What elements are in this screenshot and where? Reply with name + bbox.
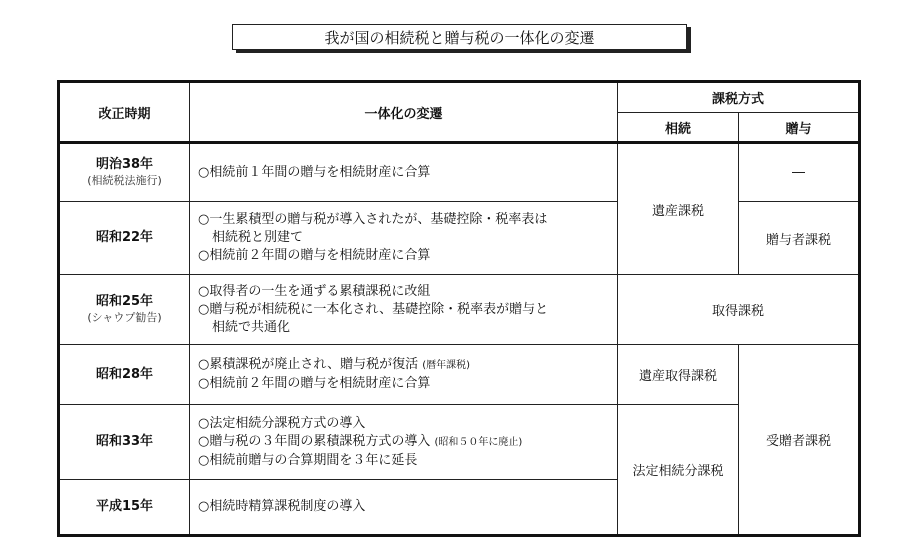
- tax-isan-shutoku: 遺産取得課税: [618, 345, 739, 405]
- change-line: [198, 356, 609, 375]
- tax-isan: 遺産課税: [618, 143, 739, 275]
- changes-cell: [190, 405, 618, 480]
- history-table: [57, 80, 861, 537]
- era-name: 昭和28年: [95, 366, 154, 382]
- header-period: 改正時期: [59, 82, 190, 143]
- era-cell: [59, 480, 190, 536]
- era-cell: [59, 275, 190, 345]
- era-cell: [59, 345, 190, 405]
- era-cell: [59, 202, 190, 275]
- era-name: 明治38年: [95, 156, 154, 172]
- change-line: ○相続前２年間の贈与を相続財産に合算: [198, 376, 431, 391]
- era-name: 平成15年: [95, 499, 154, 514]
- era-cell: [59, 143, 190, 202]
- change-text: ○贈与税の３年間の累積課税方式の導入: [198, 433, 431, 449]
- change-line: ○相続時精算課税制度の導入: [198, 499, 366, 514]
- header-taxation-method: 課税方式: [618, 82, 860, 113]
- change-text: ○累積課税が廃止され、贈与税が復活: [198, 357, 419, 372]
- changes-cell: [190, 143, 618, 202]
- change-line: ○取得者の一生を通ずる累積課税に改組: [198, 283, 431, 299]
- table-row: [59, 143, 860, 202]
- change-line: 相続税と別建て: [212, 230, 304, 245]
- change-line: [198, 433, 609, 452]
- era-name: 昭和33年: [95, 434, 154, 449]
- change-line: ○相続前贈与の合算期間を３年に延長: [198, 452, 418, 468]
- title-text: 我が国の相続税と贈与税の一体化の変遷: [324, 28, 595, 47]
- change-line: ○贈与税が相続税に一本化され、基礎控除・税率表が贈与と: [198, 301, 549, 317]
- changes-cell: [190, 345, 618, 405]
- tax-zoyosha: 贈与者課税: [739, 202, 860, 275]
- change-line: ○相続前２年間の贈与を相続財産に合算: [198, 248, 431, 263]
- era-cell: [59, 405, 190, 480]
- change-note: (昭和５０年に廃止): [434, 436, 523, 448]
- table-row: [59, 275, 860, 345]
- change-line: 相続で共通化: [212, 319, 291, 335]
- tax-juzosha: 受贈者課税: [739, 345, 860, 536]
- changes-cell: [190, 275, 618, 345]
- header-changes: 一体化の変遷: [190, 82, 618, 143]
- table-row: [59, 345, 860, 405]
- era-name: 昭和22年: [95, 230, 154, 245]
- changes-cell: [190, 480, 618, 536]
- tax-shutoku: 取得課税: [618, 275, 860, 345]
- document-title: [232, 24, 687, 50]
- table-row: [59, 202, 860, 275]
- changes-cell: [190, 202, 618, 275]
- era-note: (相続税法施行): [87, 173, 162, 187]
- tax-hotei: 法定相続分課税: [618, 405, 739, 536]
- change-line: ○法定相続分課税方式の導入: [198, 415, 366, 431]
- era-note: (シャウプ勧告): [87, 310, 162, 324]
- change-line: ○相続前１年間の贈与を相続財産に合算: [198, 164, 431, 180]
- change-line: ○一生累積型の贈与税が導入されたが、基礎控除・税率表は: [198, 212, 548, 227]
- header-gift: 贈与: [739, 113, 860, 143]
- change-note: (暦年課税): [422, 360, 471, 371]
- tax-dash: ―: [739, 143, 860, 202]
- era-name: 昭和25年: [95, 293, 154, 309]
- header-inheritance: 相続: [618, 113, 739, 143]
